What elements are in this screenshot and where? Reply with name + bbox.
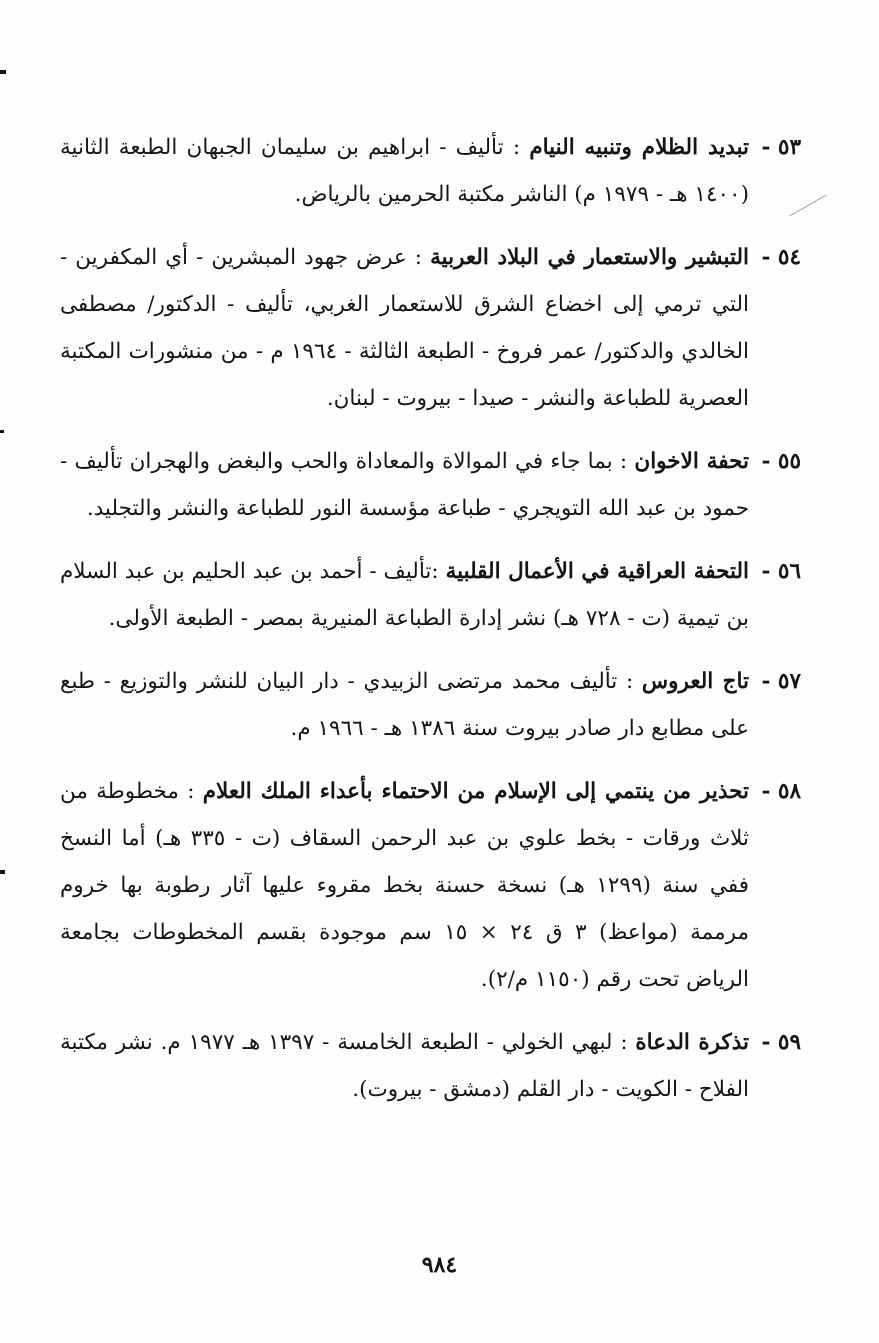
bibliography-entry xyxy=(60,658,801,752)
entry-title: تبديد الظلام وتنبيه النيام xyxy=(529,135,749,160)
page-number: ٩٨٤ xyxy=(421,1252,458,1278)
entry-number: ٥٤ - xyxy=(761,245,801,270)
entry-text: : تأليف - ابراهيم بن سليمان الجبهان الطبعة الثانية (١٤٠٠ هـ - ١٩٧٩ م) الناشر مكتبة الحرمين بالرياض. xyxy=(60,135,749,207)
entry-title: تحفة الاخوان xyxy=(634,449,749,474)
entry-text: : لبهي الخولي - الطبعة الخامسة - ١٣٩٧ هـ ١٩٧٧ م. نشر مكتبة الفلاح - الكويت - دار القلم (دمشق - بيروت). xyxy=(60,1030,749,1102)
bibliography-list xyxy=(60,124,801,1113)
bibliography-entry xyxy=(60,438,801,532)
entry-text: : مخطوطة من ثلاث ورقات - بخط علوي بن عبد الرحمن السقاف (ت - ٣٣٥ هـ) أما النسخ ففي سنة (١٢٩٩ هـ) نسخة حسنة بخط مقروء عليها آثار رطوبة بها خروم مرممة (مواعظ) ٣ ق ٢٤ × ١٥ سم موجودة بقسم المخطوطات بجامعة الرياض تحت رقم (١١٥٠ م/٢). xyxy=(60,779,749,992)
entry-text: : تأليف محمد مرتضى الزبيدي - دار البيان للنشر والتوزيع - طبع على مطابع دار صادر بيروت سنة ١٣٨٦ هـ - ١٩٦٦ م. xyxy=(60,669,749,741)
entry-title: تحذير من ينتمي إلى الإسلام من الاحتماء بأعداء الملك العلام xyxy=(202,779,749,804)
scan-edge-mark xyxy=(0,870,5,874)
bibliography-entry xyxy=(60,548,801,642)
entry-title: تذكرة الدعاة xyxy=(635,1030,749,1055)
entry-number: ٥٧ - xyxy=(761,669,801,694)
bibliography-entry xyxy=(60,1019,801,1113)
scan-edge-mark xyxy=(0,430,4,433)
entry-title: تاج العروس xyxy=(641,669,749,694)
entry-number: ٥٦ - xyxy=(761,559,801,584)
entry-number: ٥٩ - xyxy=(761,1030,801,1055)
entry-number: ٥٥ - xyxy=(761,449,801,474)
entry-text: : بما جاء في الموالاة والمعاداة والحب والبغض والهجران تأليف - حمود بن عبد الله التويجري - طباعة مؤسسة النور للطباعة والنشر والتجليد. xyxy=(60,449,749,521)
entry-number: ٥٨ - xyxy=(761,779,801,804)
bibliography-entry xyxy=(60,234,801,422)
scan-edge-mark xyxy=(0,70,6,74)
bibliography-entry xyxy=(60,124,801,218)
bibliography-entry xyxy=(60,768,801,1003)
entry-title: التبشير والاستعمار في البلاد العربية xyxy=(430,245,749,270)
entry-title: التحفة العراقية في الأعمال القلبية xyxy=(445,559,749,584)
entry-text: : عرض جهود المبشرين - أي المكفرين - التي ترمي إلى اخضاع الشرق للاستعمار الغربي، تأليف - الدكتور/ مصطفى الخالدي والدكتور/ عمر فروخ - الطبعة الثالثة - ١٩٦٤ م - من منشورات المكتبة العصرية للطباعة والنشر - صيدا - بيروت - لبنان. xyxy=(60,245,749,411)
entry-number: ٥٣ - xyxy=(761,135,801,160)
entry-text: :تأليف - أحمد بن عبد الحليم بن عبد السلام بن تيمية (ت - ٧٢٨ هـ) نشر إدارة الطباعة المنيرية بمصر - الطبعة الأولى. xyxy=(60,559,749,631)
